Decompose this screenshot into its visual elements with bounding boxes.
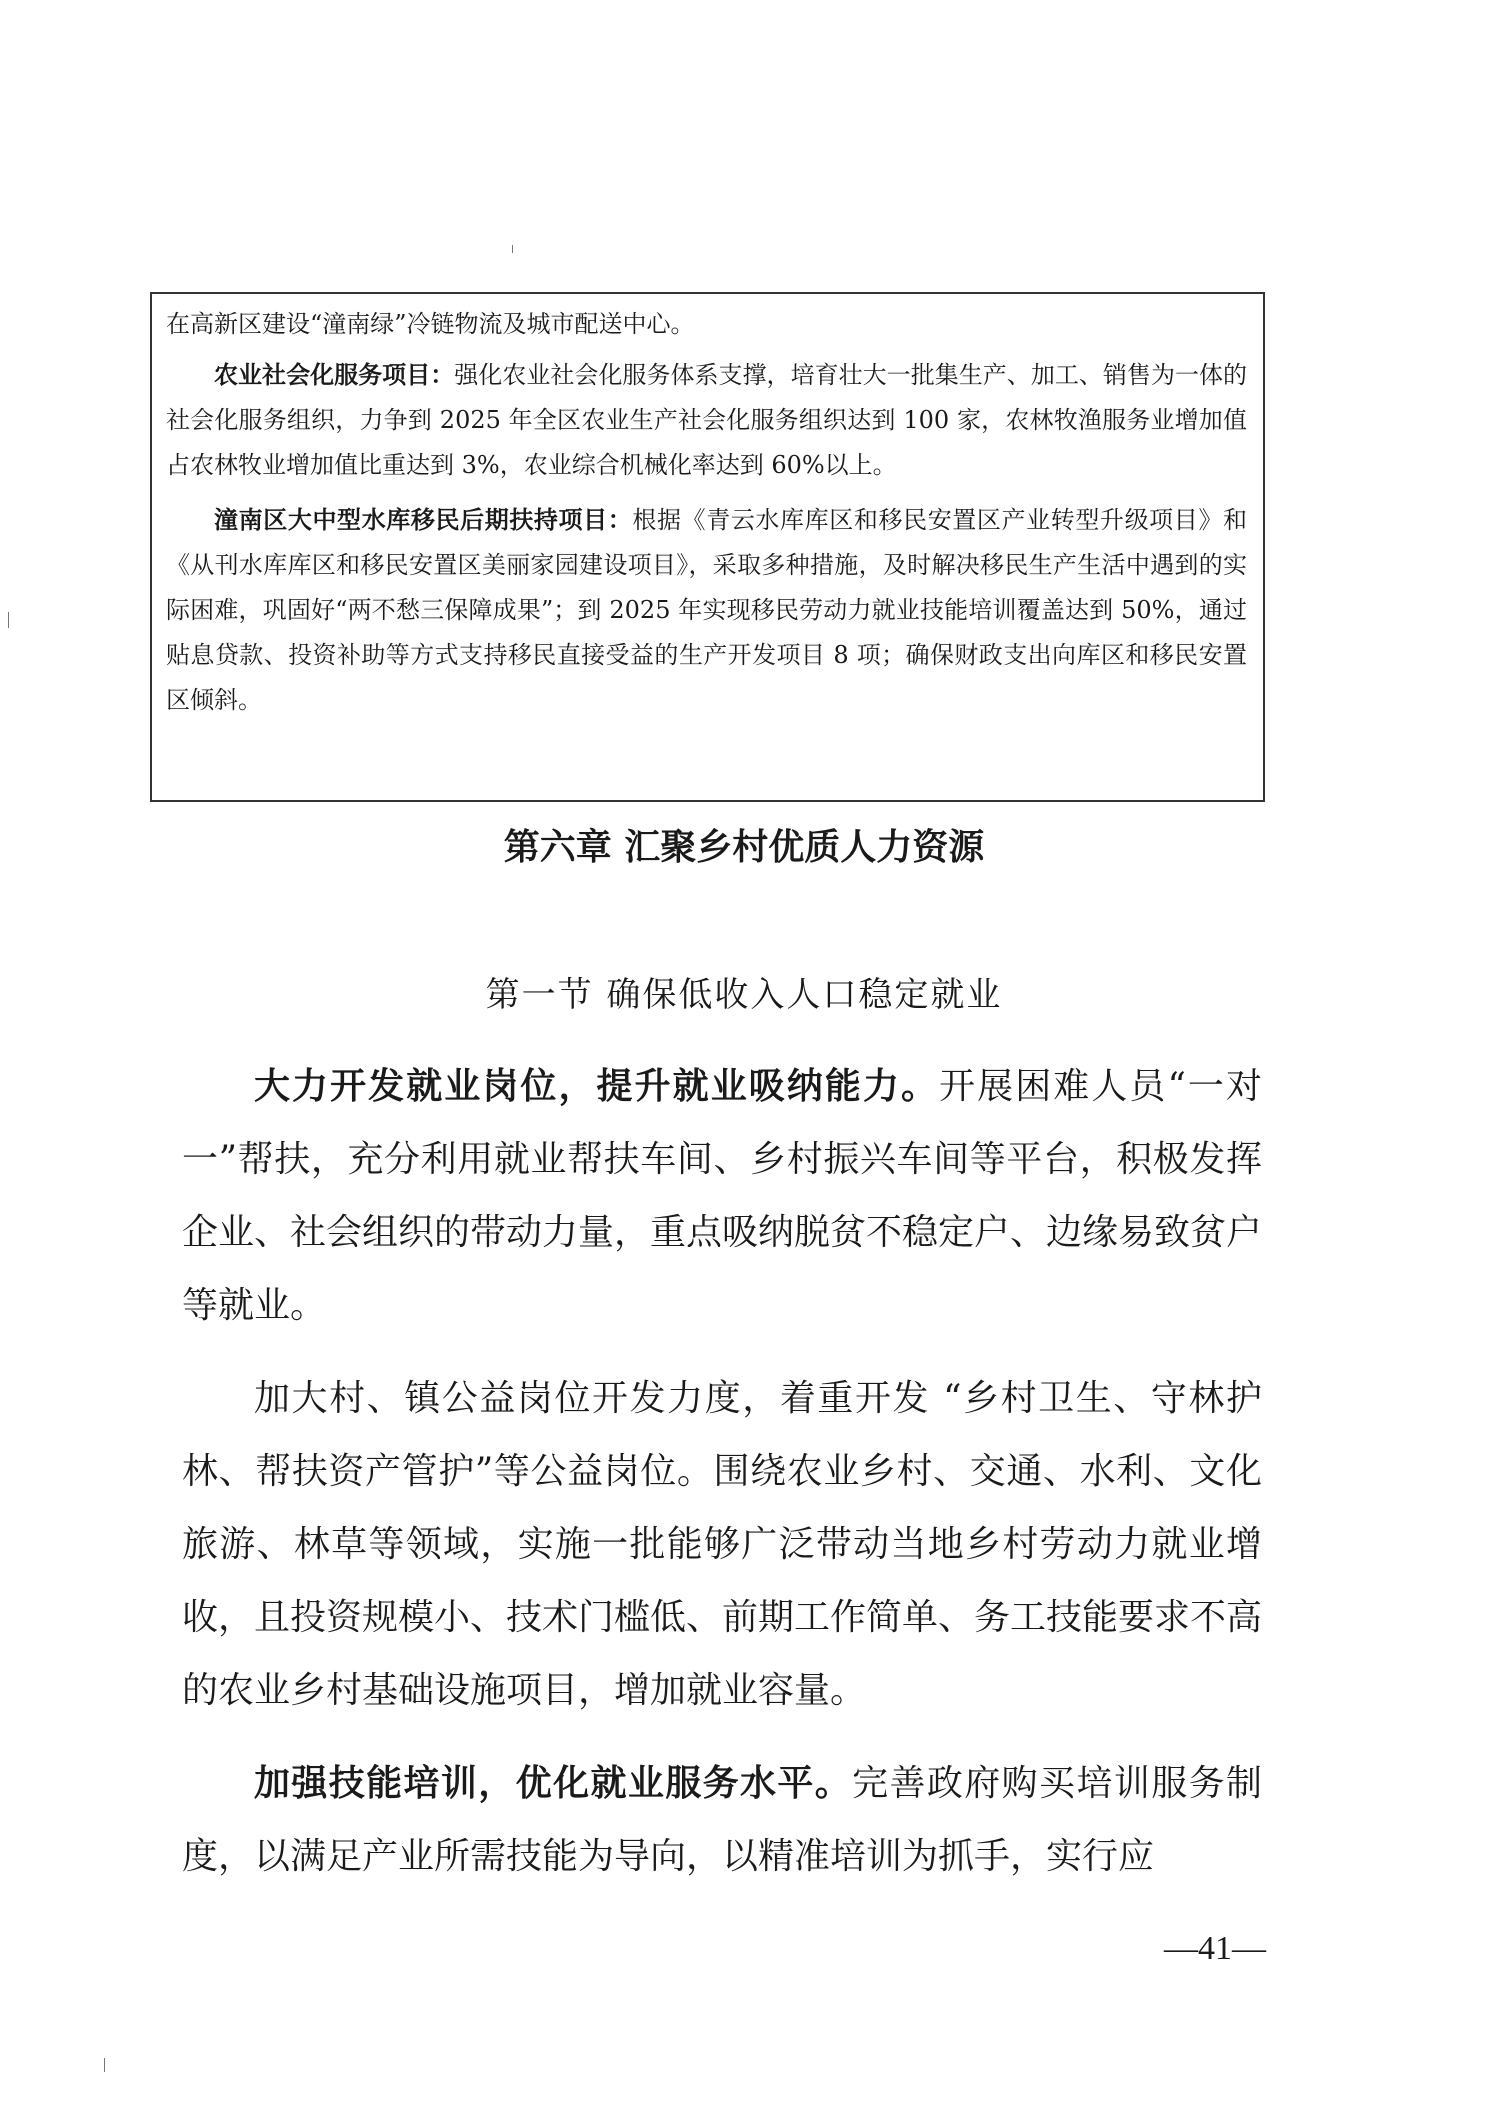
section-title: 第一节 确保低收入人口稳定就业 [485, 975, 1003, 1015]
box-line-1: 在高新区建设“潼南绿”冷链物流及城市配送中心。 [166, 310, 695, 338]
box-paragraph-social-service-text: 强化农业社会化服务体系支撑，培育壮大一批集生产、加工、销售为一体的社会化服务组织，力争到 2025 年全区农业生产社会化服务组织达到 100 家，农林牧渔服务业增加值占农林牧业增加值比重达到 3%，农业综合机械化率达到 60%以上。 [166, 361, 1248, 479]
body-paragraph-3-lead: 加强技能培训，优化就业服务水平。 [254, 1763, 853, 1804]
box-paragraph-social-service-lead: 农业社会化服务项目： [214, 361, 455, 389]
box-paragraph-reservoir [166, 498, 1247, 723]
box-paragraph-reservoir-text: 根据《青云水库库区和移民安置区产业转型升级项目》和《从刊水库库区和移民安置区美丽家园建设项目》，采取多种措施，及时解决移民生产生活中遇到的实际困难，巩固好“两不愁三保障成果”；到 2025 年实现移民劳动力就业技能培训覆盖达到 50%，通过贴息贷款、投资补助等方式支持移民直接受益的生产开发项目 8 项；确保财政支出向库区和移民安置区倾斜。 [166, 506, 1248, 714]
body-paragraph-1 [182, 1050, 1262, 1342]
scan-mark-top [512, 245, 513, 253]
scan-mark-left [8, 612, 9, 628]
body-paragraph-3-text: 完善政府购买培训服务制度，以满足产业所需技能为导向，以精准培训为抓手，实行应 [182, 1763, 1262, 1877]
scan-mark-bottom [104, 2058, 105, 2072]
body-paragraph-1-text: 开展困难人员“一对一”帮扶，充分利用就业帮扶车间、乡村振兴车间等平台，积极发挥企业、社会组织的带动力量，重点吸纳脱贫不稳定户、边缘易致贫户等就业。 [182, 1066, 1263, 1326]
box-paragraph-social-service [166, 353, 1247, 488]
body-text [182, 1050, 1262, 1913]
body-paragraph-1-lead: 大力开发就业岗位，提升就业吸纳能力。 [254, 1066, 940, 1107]
body-paragraph-2: 加大村、镇公益岗位开发力度，着重开发 “乡村卫生、守林护林、帮扶资产管护”等公益岗位。围绕农业乡村、交通、水利、文化旅游、林草等领域，实施一批能够广泛带动当地乡村劳动力就业增收，且投资规模小、技术门槛低、前期工作简单、务工技能要求不高的农业乡村基础设施项目，增加就业容量。 [182, 1378, 1263, 1711]
project-box [150, 292, 1265, 802]
page-number: —41— [1164, 1930, 1266, 1967]
body-paragraph-3 [182, 1747, 1262, 1893]
chapter-title: 第六章 汇聚乡村优质人力资源 [503, 827, 985, 868]
box-paragraph-reservoir-lead: 潼南区大中型水库移民后期扶持项目： [214, 506, 633, 534]
